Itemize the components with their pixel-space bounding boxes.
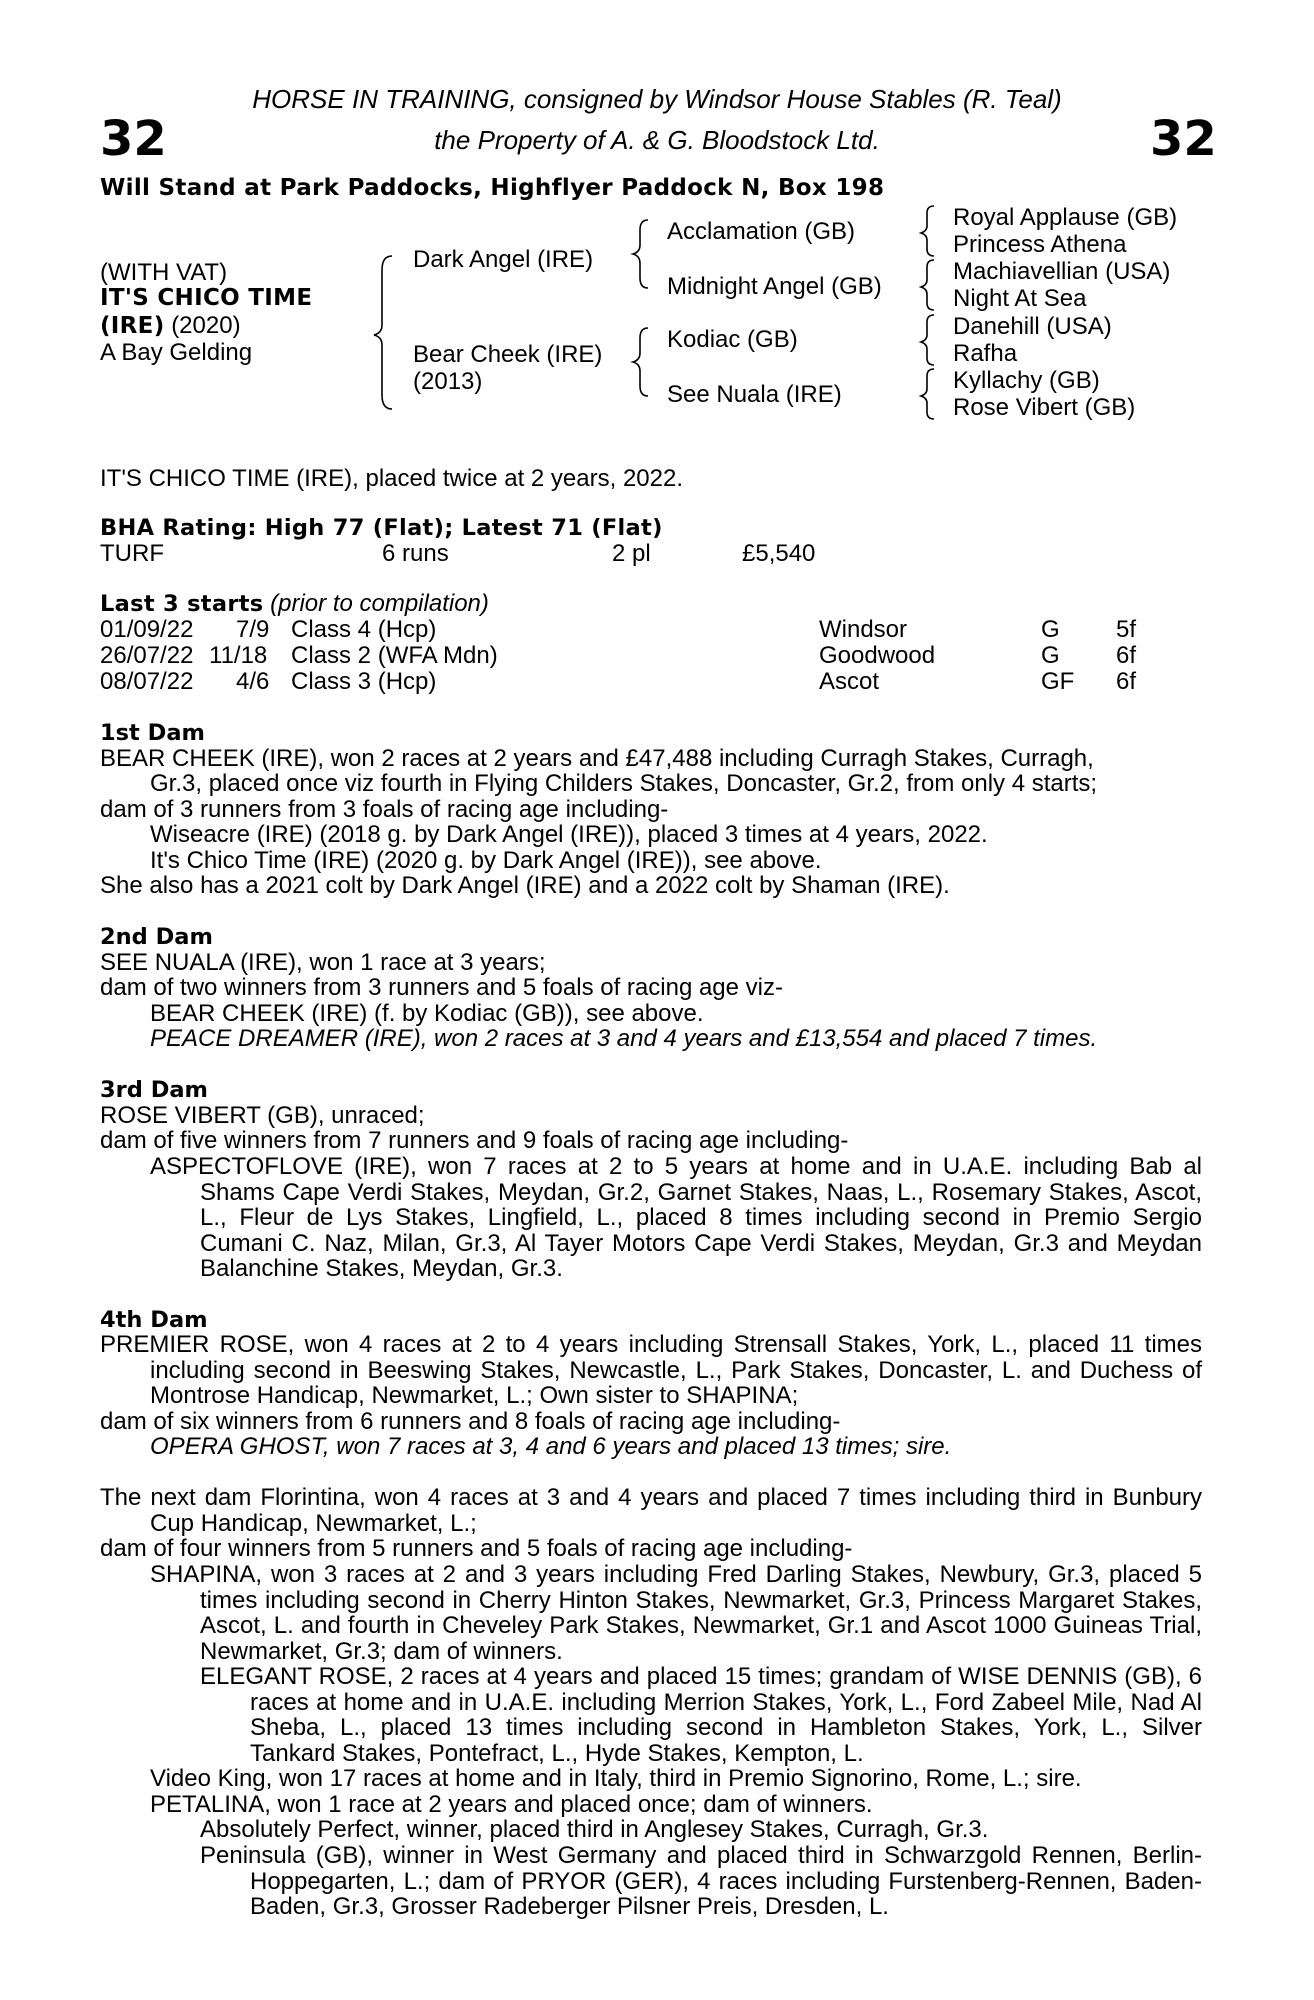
start-course: Goodwood <box>819 642 936 669</box>
bha-rating: BHA Rating: High 77 (Flat); Latest 71 (Flat) <box>100 515 663 541</box>
pedigree-dds: Kyllachy (GB) <box>953 367 1100 394</box>
last-starts-heading <box>100 591 489 617</box>
second-dam-line4: PEACE DREAMER (IRE), won 2 races at 3 and 4 years and £13,554 and placed 7 times. <box>150 1025 1098 1052</box>
consignor-line: HORSE IN TRAINING, consigned by Windsor House Stables (R. Teal) <box>252 84 1062 114</box>
pedigree-dam: Bear Cheek (IRE) <box>413 341 603 368</box>
property-line: the Property of A. & G. Bloodstock Ltd. <box>434 125 880 155</box>
race-summary: IT'S CHICO TIME (IRE), placed twice at 2 years, 2022. <box>100 465 683 492</box>
third-dam-line2: dam of five winners from 7 runners and 9 foals of racing age including- <box>100 1127 849 1154</box>
start-course: Ascot <box>819 668 880 695</box>
stand-location: Will Stand at Park Paddocks, Highflyer Paddock N, Box 198 <box>100 175 885 201</box>
rating-surface: TURF <box>100 540 164 567</box>
pedigree-dsd: Rafha <box>953 340 1018 367</box>
first-dam-line6: She also has a 2021 colt by Dark Angel (IRE) and a 2022 colt by Shaman (IRE). <box>100 872 950 899</box>
start-position: 11/18 <box>209 642 268 669</box>
fourth-dam-heading: 4th Dam <box>100 1307 208 1333</box>
start-distance: 6f <box>1116 668 1137 695</box>
third-dam-aspectoflove: ASPECTOFLOVE (IRE), won 7 races at 2 to 5 years at home and in U.A.E. including Bab al Shams Cape Verdi Stakes, Meydan, Gr.2, Garnet Stakes, Naas, L., Rosemary Stakes, Ascot, L., Fleur de Lys Stakes, Lingfield, L., placed 8 times including second in Premio Sergio Cumani C. Naz, Milan, Gr.3, Al Tayer Motors Cape Verdi Stakes, Meydan, Gr.3 and Meydan Balanchine Stakes, Meydan, Gr.3. <box>150 1153 1202 1282</box>
start-race: Class 3 (Hcp) <box>291 668 437 695</box>
horse-name: IT'S CHICO TIME <box>100 285 313 311</box>
next-dam-elegant-rose: ELEGANT ROSE, 2 races at 4 years and placed 15 times; grandam of WISE DENNIS (GB), 6 races at home and in U.A.E. including Merrion Stakes, York, L., Ford Zabeel Mile, Nad Al Sheba, L., placed 13 times including second in Hambleton Stakes, York, L., Silver Tankard Stakes, Pontefract, L., Hyde Stakes, Kempton, L. <box>200 1663 1202 1767</box>
first-dam-line3: dam of 3 runners from 3 foals of racing age including- <box>100 796 669 823</box>
next-dam-peninsula: Peninsula (GB), winner in West Germany and placed third in Schwarzgold Rennen, Berlin-Hoppegarten, L.; dam of PRYOR (GER), 4 races including Furstenberg-Rennen, Baden-Baden, Gr.3, Grosser Radeberger Pilsner Preis, Dresden, L. <box>200 1842 1202 1920</box>
start-distance: 6f <box>1116 642 1137 669</box>
pedigree-sire-sire: Acclamation (GB) <box>667 218 856 245</box>
lot-number-right: 32 <box>1150 111 1217 167</box>
second-dam-line1: SEE NUALA (IRE), won 1 race at 3 years; <box>100 949 546 976</box>
start-distance: 5f <box>1116 616 1137 643</box>
rating-runs: 6 runs <box>382 540 449 567</box>
next-dam-absolutely-perfect: Absolutely Perfect, winner, placed third in Anglesey Stakes, Curragh, Gr.3. <box>200 1816 989 1843</box>
pedigree-sdd: Night At Sea <box>953 285 1087 312</box>
horse-year: (2020) <box>171 312 241 339</box>
last-starts-title: Last 3 starts <box>100 591 264 617</box>
first-dam-line1: BEAR CHEEK (IRE), won 2 races at 2 years and £47,488 including Curragh Stakes, Curragh, <box>100 745 1094 772</box>
next-dam-line2: dam of four winners from 5 runners and 5 foals of racing age including- <box>100 1535 853 1562</box>
start-race: Class 4 (Hcp) <box>291 616 437 643</box>
pedigree-sire: Dark Angel (IRE) <box>413 246 594 273</box>
pedigree-dam-sire: Kodiac (GB) <box>667 326 798 353</box>
start-going: G <box>1041 616 1060 643</box>
start-date: 01/09/22 <box>100 616 194 643</box>
pedigree-sire-dam: Midnight Angel (GB) <box>667 273 882 300</box>
pedigree-sss: Royal Applause (GB) <box>953 204 1178 231</box>
third-dam-heading: 3rd Dam <box>100 1077 208 1103</box>
start-course: Windsor <box>819 616 908 643</box>
rating-placed: 2 pl <box>612 540 651 567</box>
start-going: G <box>1041 642 1060 669</box>
next-dam-petalina: PETALINA, won 1 race at 2 years and placed once; dam of winners. <box>150 1791 873 1818</box>
lot-number-left: 32 <box>100 111 167 167</box>
fourth-dam-line2: dam of six winners from 6 runners and 8 foals of racing age including- <box>100 1408 841 1435</box>
last-starts-note: (prior to compilation) <box>270 590 489 617</box>
pedigree-ddd: Rose Vibert (GB) <box>953 394 1136 421</box>
fourth-dam-premier-rose: PREMIER ROSE, won 4 races at 2 to 4 years including Strensall Stakes, York, L., placed 11 times including second in Beeswing Stakes, Newcastle, L., Park Stakes, Doncaster, L. and Duchess of Montrose Handicap, Newmarket, L.; Own sister to SHAPINA; <box>100 1331 1202 1409</box>
next-dam-video-king: Video King, won 17 races at home and in Italy, third in Premio Signorino, Rome, L.; sire. <box>150 1765 1082 1792</box>
pedigree-dss: Danehill (USA) <box>953 313 1112 340</box>
rating-earnings: £5,540 <box>742 540 816 567</box>
third-dam-line1: ROSE VIBERT (GB), unraced; <box>100 1102 425 1129</box>
second-dam-line3: BEAR CHEEK (IRE) (f. by Kodiac (GB)), see above. <box>150 1000 704 1027</box>
pedigree-dam-dam: See Nuala (IRE) <box>667 381 842 408</box>
first-dam-line5: It's Chico Time (IRE) (2020 g. by Dark Angel (IRE)), see above. <box>150 847 822 874</box>
pedigree-ssd: Princess Athena <box>953 231 1127 258</box>
first-dam-line2: Gr.3, placed once viz fourth in Flying Childers Stakes, Doncaster, Gr.2, from only 4 starts; <box>150 770 1098 797</box>
second-dam-line2: dam of two winners from 3 runners and 5 foals of racing age viz- <box>100 974 783 1001</box>
pedigree-dam-year: (2013) <box>413 368 483 395</box>
horse-description: A Bay Gelding <box>100 339 253 366</box>
start-position: 7/9 <box>236 616 270 643</box>
start-date: 26/07/22 <box>100 642 194 669</box>
next-dam-florintina: The next dam Florintina, won 4 races at 3 and 4 years and placed 7 times including third in Bunbury Cup Handicap, Newmarket, L.; <box>100 1484 1202 1537</box>
horse-country: (IRE) <box>100 313 165 339</box>
first-dam-heading: 1st Dam <box>100 720 205 746</box>
start-race: Class 2 (WFA Mdn) <box>291 642 498 669</box>
vat-note: (WITH VAT) <box>100 259 228 286</box>
pedigree-sds: Machiavellian (USA) <box>953 258 1171 285</box>
start-position: 4/6 <box>236 668 270 695</box>
first-dam-line4: Wiseacre (IRE) (2018 g. by Dark Angel (IRE)), placed 3 times at 4 years, 2022. <box>150 821 988 848</box>
start-going: GF <box>1041 668 1075 695</box>
next-dam-shapina: SHAPINA, won 3 races at 2 and 3 years including Fred Darling Stakes, Newbury, Gr.3, placed 5 times including second in Cherry Hinton Stakes, Newmarket, Gr.3, Princess Margaret Stakes, Ascot, L. and fourth in Cheveley Park Stakes, Newmarket, Gr.1 and Ascot 1000 Guineas Trial, Newmarket, Gr.3; dam of winners. <box>150 1561 1202 1665</box>
fourth-dam-line3: OPERA GHOST, won 7 races at 3, 4 and 6 years and placed 13 times; sire. <box>150 1433 952 1460</box>
second-dam-heading: 2nd Dam <box>100 924 213 950</box>
start-date: 08/07/22 <box>100 668 194 695</box>
